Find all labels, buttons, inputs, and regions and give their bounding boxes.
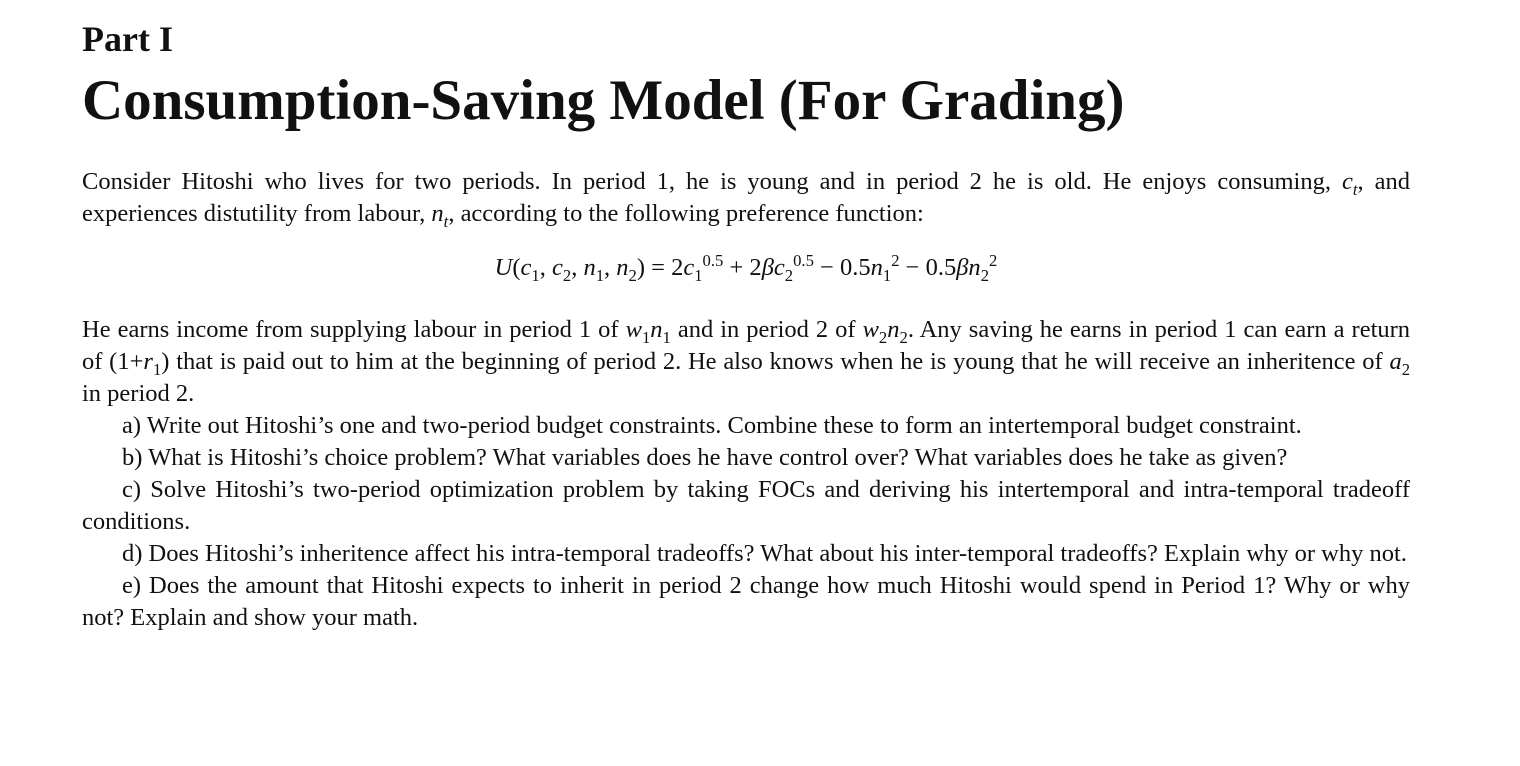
question-a: a) Write out Hitoshi’s one and two-period budget constraints. Combine these to form an intertemporal budget constraint. (122, 412, 1302, 439)
part-label: Part I (82, 19, 173, 59)
question-d: d) Does Hitoshi’s inheritence affect his intra-temporal tradeoffs? What about his inter-temporal tradeoffs? Explain why or why not. (122, 540, 1407, 567)
math-w2n2: w (862, 316, 879, 343)
income-text-2: and in period 2 of (677, 316, 856, 343)
intro-sentence-1: Consider Hitoshi who lives for two periods. In period 1, he is young and in period 2 he is old. He enjoys consuming, (82, 168, 1331, 195)
income-paragraph: He earns income from supplying labour in period 1 of $w_1n_1$ and in period 2 of $w_2n_2$. Any saving he earns in period 1 can earn a return of $(1+r_1)$ that is paid out to him at the beginning of period 2. He also knows when he is young that he will receive an inheritence of $a_2$ in period 2. (82, 316, 1411, 407)
intro-sentence-2: , and experiences distutility from labour, (82, 168, 1410, 227)
question-c: c) Solve Hitoshi’s two-period optimization problem by taking FOCs and deriving his intertemporal and intra-temporal tradeoff conditions. (82, 476, 1410, 535)
intro-sentence-3: , according to the following preference function: (448, 200, 924, 227)
math-r1: r (143, 348, 153, 375)
question-e: e) Does the amount that Hitoshi expects to inherit in period 2 change how much Hitoshi would spend in Period 1? Why or why not? Explain and show your math. (82, 572, 1410, 631)
income-text-1: He earns income from supplying labour in period 1 of (82, 316, 619, 343)
page-title: Consumption-Saving Model (For Grading) (82, 69, 1125, 132)
income-text-3: . Any saving he earns in period 1 can earn a return of (1+ (82, 316, 1411, 375)
math-w1n1: w (625, 316, 642, 343)
problem-body (82, 314, 1410, 634)
income-text-4: ) that is paid out to him at the beginning of period 2. He also knows when he is young that he will receive an inheritence of (161, 348, 1383, 375)
math-n-t: $n_t$ (431, 200, 449, 231)
intro-paragraph (82, 166, 1410, 230)
question-b: b) What is Hitoshi’s choice problem? What variables does he have control over? What variables does he take as given? (122, 444, 1288, 471)
math-c-t: $c_t$ (1341, 168, 1358, 199)
utility-equation: $U(c_1$, $c_2$, $n_1$, $n_2) = 2c_1^{0.5} + 2\beta c_2^{0.5} - 0.5n_1^2 - 0.5\beta n_2^2$ (494, 250, 998, 285)
math-a2: a (1389, 348, 1402, 375)
income-text-5: in period 2. (82, 380, 195, 407)
